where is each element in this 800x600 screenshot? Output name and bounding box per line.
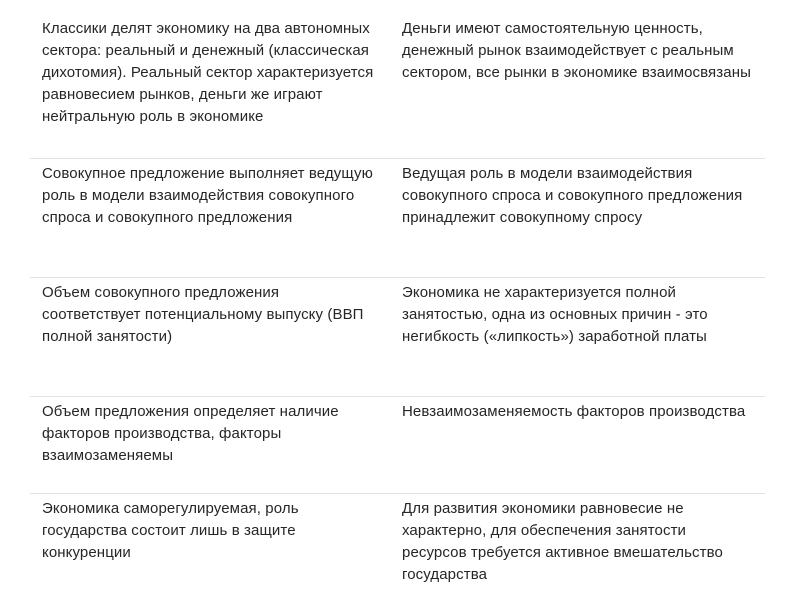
left-cell: Объем предложения определяет наличие факторов производства, факторы взаимозаменяемы [30,397,390,494]
right-cell: Экономика не характеризуется полной занятостью, одна из основных причин - это негибкость («липкость») заработной платы [390,278,765,397]
right-cell: Ведущая роль в модели взаимодействия совокупного спроса и совокупного предложения принадлежит совокупному спросу [390,159,765,278]
left-cell: Классики делят экономику на два автономных сектора: реальный и денежный (классическая дихотомия). Реальный сектор характеризуется равновесием рынков, деньги же играют нейтральную роль в экономике [30,14,390,159]
left-cell: Экономика саморегулируемая, роль государства состоит лишь в защите конкуренции [42,500,299,561]
right-cell: Невзаимозаменяемость факторов производства [390,397,765,494]
table-row [30,159,765,278]
table-row [30,494,765,587]
left-cell: Объем совокупного предложения соответствует потенциальному выпуску (ВВП полной занятости) [30,278,390,397]
table-row [30,278,765,397]
comparison-table [30,14,765,586]
table-row [30,397,765,494]
left-cell: Совокупное предложение выполняет ведущую роль в модели взаимодействия совокупного спроса и совокупного предложения [30,159,390,278]
right-cell: Для развития экономики равновесие не характерно, для обеспечения занятости ресурсов требуется активное вмешательство государства [402,500,723,583]
table-row [30,14,765,159]
right-cell: Деньги имеют самостоятельную ценность, денежный рынок взаимодействует с реальным сектором, все рынки в экономике взаимосвязаны [390,14,765,159]
